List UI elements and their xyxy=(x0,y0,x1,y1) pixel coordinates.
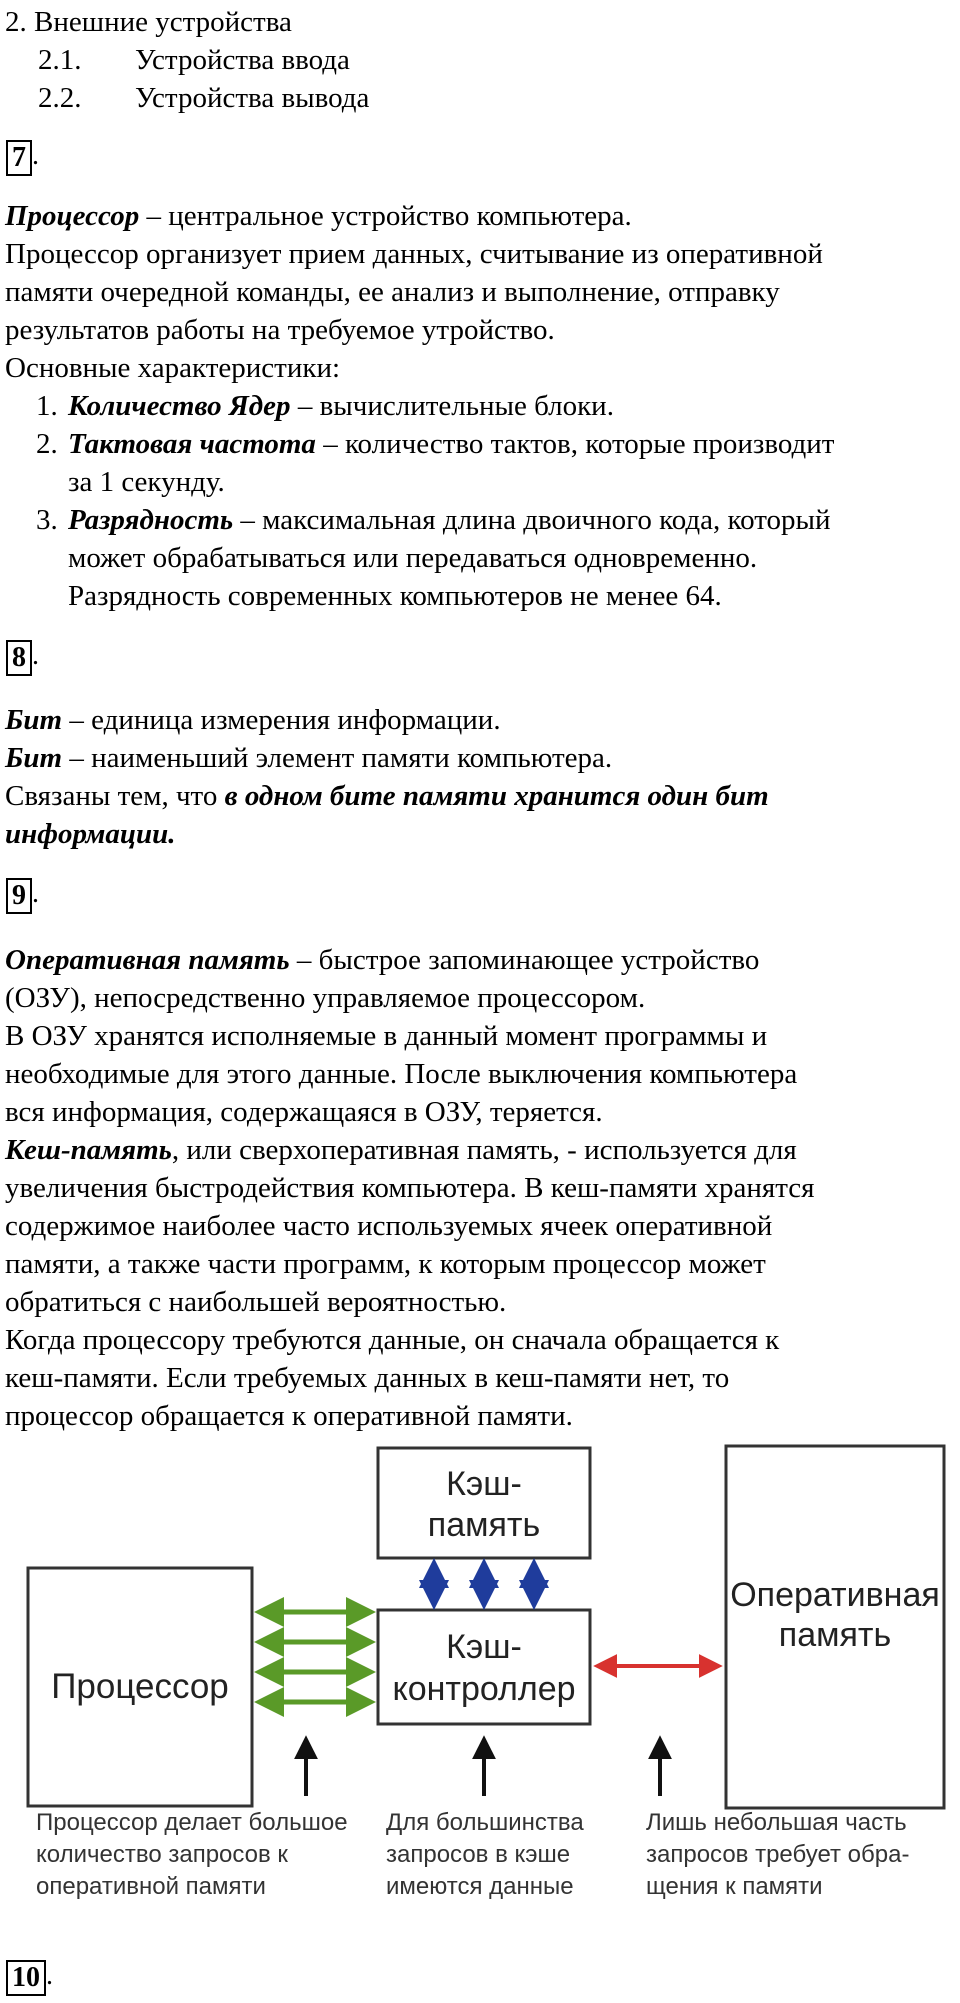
paragraph-line: вся информация, содержащаяся в ОЗУ, теряется. xyxy=(5,1096,603,1128)
caption-cache: запросов в кэше xyxy=(386,1841,571,1868)
paragraph-line: увеличения быстродействия компьютера. В кеш-памяти хранятся xyxy=(5,1172,815,1204)
paragraph-line: кеш-памяти. Если требуемых данных в кеш-памяти нет, то xyxy=(5,1362,730,1394)
section-number-9: 9 xyxy=(6,878,32,914)
char-item-num: 3. xyxy=(36,504,58,536)
relation-text: Связаны тем, что xyxy=(5,780,225,812)
term-bit: Бит xyxy=(5,704,63,736)
ram-definition xyxy=(5,942,759,978)
paragraph-line: процессор обращается к оперативной памяти. xyxy=(5,1400,573,1432)
paragraph-line: обратиться с наибольшей вероятностью. xyxy=(5,1286,507,1318)
definition-text: – наименьший элемент памяти компьютера. xyxy=(62,742,613,774)
term-bitness: Разрядность xyxy=(68,504,234,536)
caption-cache: имеются данные xyxy=(386,1873,574,1900)
cache-memory-label: память xyxy=(427,1506,541,1544)
term-processor: Процессор xyxy=(5,200,140,232)
caption-cache: Для большинства xyxy=(386,1809,584,1836)
relation-emphasis: информации. xyxy=(5,818,176,850)
definition-text: – быстрое запоминающее устройство xyxy=(289,944,760,976)
char-item-num: 2. xyxy=(36,428,58,460)
section-9-dot: . xyxy=(32,878,39,909)
characteristics-title: Основные характеристики: xyxy=(5,352,341,384)
section-8-dot: . xyxy=(32,640,39,671)
paragraph-line: В ОЗУ хранятся исполняемые в данный момент программы и xyxy=(5,1020,768,1052)
definition-text: , или сверхоперативная память, - используется для xyxy=(171,1134,797,1166)
cache-definition xyxy=(5,1132,797,1168)
pointer-arrows xyxy=(306,1740,660,1796)
bit-relation xyxy=(5,778,769,814)
char-item-text: – максимальная длина двоичного кода, который xyxy=(233,504,831,536)
cache-diagram xyxy=(0,1440,960,1910)
section-number-7: 7 xyxy=(6,140,32,176)
processor-definition xyxy=(5,198,632,234)
caption-processor: количество запросов к xyxy=(36,1841,288,1868)
caption-ram: Лишь небольшая часть xyxy=(646,1809,907,1836)
list-item-output-devices: Устройства вывода xyxy=(135,82,370,114)
caption-ram: щения к памяти xyxy=(646,1873,823,1900)
section-10-dot: . xyxy=(46,1960,53,1991)
bit-definition-1 xyxy=(5,702,501,738)
paragraph-line: памяти, а также части программ, к которым процессор может xyxy=(5,1248,766,1280)
paragraph-line: содержимое наиболее часто используемых ячеек оперативной xyxy=(5,1210,773,1242)
paragraph-line: Процессор организует прием данных, считывание из оперативной xyxy=(5,238,823,270)
caption-processor: Процессор делает большое xyxy=(36,1809,348,1836)
char-item-cores xyxy=(68,388,614,424)
section-number-10: 10 xyxy=(6,1960,46,1996)
relation-emphasis: в одном бите памяти хранится один бит xyxy=(224,780,769,812)
section-number-8: 8 xyxy=(6,640,32,676)
char-item-cont: может обрабатываться или передаваться одновременно. xyxy=(68,542,758,574)
caption-processor: оперативной памяти xyxy=(36,1873,266,1900)
char-item-frequency xyxy=(68,426,834,462)
ram-label: Оперативная xyxy=(730,1576,940,1614)
bit-definition-2 xyxy=(5,740,612,776)
cache-controller-label: Кэш- xyxy=(446,1628,522,1666)
term-ram: Оперативная память xyxy=(5,944,290,976)
term-frequency: Тактовая частота xyxy=(68,428,316,460)
list-num-2-1: 2.1. xyxy=(38,44,82,76)
char-item-bitness xyxy=(68,502,831,538)
processor-controller-arrows xyxy=(260,1612,370,1702)
list-item-external-devices: 2. Внешние устройства xyxy=(5,6,292,38)
paragraph-line: Когда процессору требуются данные, он сначала обращается к xyxy=(5,1324,780,1356)
char-item-text: – количество тактов, которые производит xyxy=(315,428,835,460)
list-item-input-devices: Устройства ввода xyxy=(135,44,350,76)
term-cores: Количество Ядер xyxy=(68,390,291,422)
paragraph-line: необходимые для этого данные. После выключения компьютера xyxy=(5,1058,798,1090)
char-item-cont: за 1 секунду. xyxy=(68,466,225,498)
list-num-2-2: 2.2. xyxy=(38,82,82,114)
paragraph-line: результатов работы на требуемое утройство. xyxy=(5,314,555,346)
term-cache: Кеш-память xyxy=(5,1134,172,1166)
paragraph-line: памяти очередной команды, ее анализ и выполнение, отправку xyxy=(5,276,780,308)
processor-label: Процессор xyxy=(51,1667,229,1706)
char-item-num: 1. xyxy=(36,390,58,422)
term-bit: Бит xyxy=(5,742,63,774)
definition-text: – единица измерения информации. xyxy=(62,704,501,736)
cache-memory-label: Кэш- xyxy=(446,1465,522,1503)
section-7-dot: . xyxy=(32,140,39,171)
ram-label: память xyxy=(778,1616,892,1654)
char-item-text: – вычислительные блоки. xyxy=(290,390,614,422)
bit-relation-cont xyxy=(5,816,176,852)
cache-controller-arrows xyxy=(434,1564,534,1604)
definition-text: – центральное устройство компьютера. xyxy=(139,200,632,232)
paragraph-line: (ОЗУ), непосредственно управляемое процессором. xyxy=(5,982,646,1014)
cache-controller-label: контроллер xyxy=(392,1670,576,1708)
char-item-cont: Разрядность современных компьютеров не менее 64. xyxy=(68,580,722,612)
caption-ram: запросов требует обра- xyxy=(646,1841,910,1868)
